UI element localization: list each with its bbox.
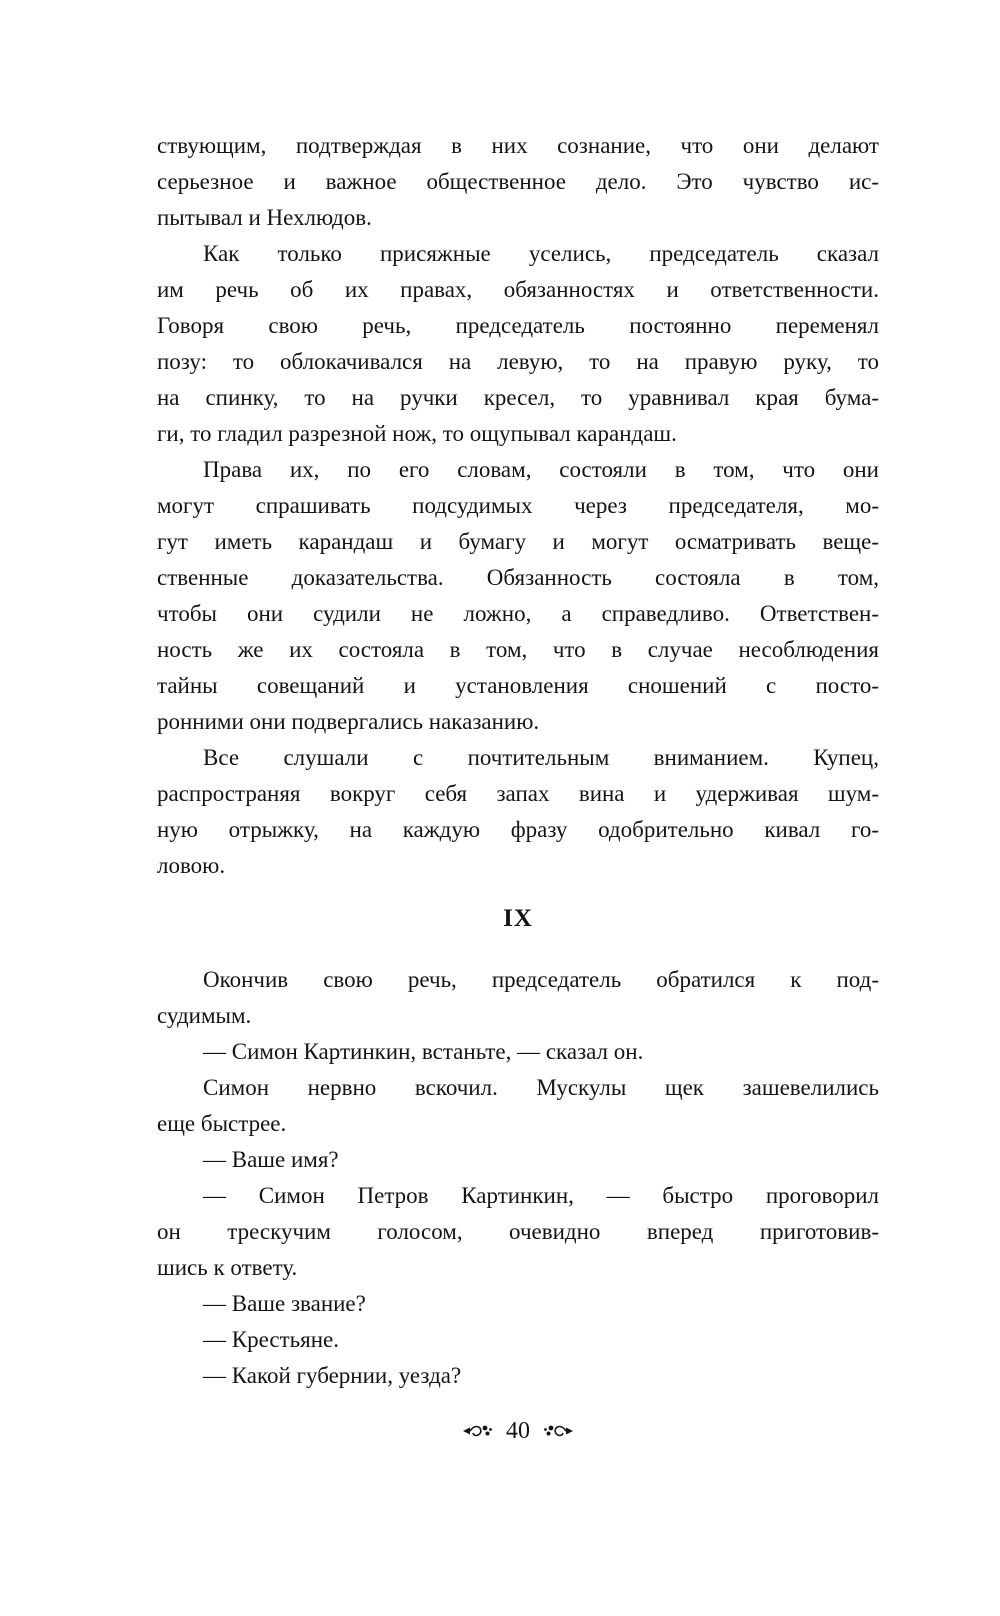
text-line: Говоря свою речь, председатель постоянно переменял bbox=[157, 313, 879, 338]
text-line: позу: то облокачивался на левую, то на правую руку, то bbox=[157, 349, 879, 374]
page-footer bbox=[157, 1416, 879, 1447]
text-line: ную отрыжку, на каждую фразу одобрительно кивал го- bbox=[157, 817, 879, 842]
text-line: судимым. bbox=[157, 1003, 252, 1028]
text-line: ги, то гладил разрезной нож, то ощупывал карандаш. bbox=[157, 421, 677, 446]
text-line: Все слушали с почтительным вниманием. Купец, bbox=[203, 745, 879, 770]
paragraph bbox=[157, 1034, 879, 1070]
text-line: ствующим, подтверждая в них сознание, что они делают bbox=[157, 133, 879, 158]
text-line: ность же их состояла в том, что в случае несоблюдения bbox=[157, 637, 879, 662]
text-line: — Ваше звание? bbox=[203, 1291, 366, 1316]
text-line: он трескучим голосом, очевидно вперед приготовив- bbox=[157, 1219, 879, 1244]
text-line: Права их, по его словам, состояли в том, что они bbox=[203, 457, 879, 482]
text-line: чтобы они судили не ложно, а справедливо. Ответствен- bbox=[157, 601, 879, 626]
text-line: — Какой губернии, уезда? bbox=[203, 1363, 462, 1388]
paragraph bbox=[157, 1358, 879, 1394]
chapter-heading: IX bbox=[503, 905, 533, 932]
text-line: ловою. bbox=[157, 853, 226, 878]
paragraph bbox=[157, 1178, 879, 1286]
text-line: гут иметь карандаш и бумагу и могут осматривать веще- bbox=[157, 529, 879, 554]
paragraph bbox=[157, 1286, 879, 1322]
page-footer-inner bbox=[462, 1416, 574, 1446]
text-line: ронними они подвергались наказанию. bbox=[157, 709, 540, 734]
text-line: им речь об их правах, обязанностях и ответственности. bbox=[157, 277, 879, 302]
floral-flourish-right-icon bbox=[544, 1423, 574, 1439]
paragraph bbox=[157, 236, 879, 452]
text-line: Симон нервно вскочил. Мускулы щек зашевелились bbox=[203, 1075, 879, 1100]
text-line: — Крестьяне. bbox=[203, 1327, 339, 1352]
floral-flourish-left-icon bbox=[462, 1423, 492, 1439]
text-line: ственные доказательства. Обязанность состояла в том, bbox=[157, 565, 879, 590]
text-line: пытывал и Нехлюдов. bbox=[157, 205, 372, 230]
text-line: еще быстрее. bbox=[157, 1111, 287, 1136]
text-line: Как только присяжные уселись, председатель сказал bbox=[203, 241, 879, 266]
paragraph bbox=[157, 962, 879, 1034]
text-line: Окончив свою речь, председатель обратился к под- bbox=[203, 967, 879, 992]
paragraph bbox=[157, 1322, 879, 1358]
text-line: шись к ответу. bbox=[157, 1255, 298, 1280]
text-line: на спинку, то на ручки кресел, то уравнивал края бума- bbox=[157, 385, 879, 410]
text-line: — Ваше имя? bbox=[203, 1147, 339, 1172]
text-line: — Симон Картинкин, встаньте, — сказал он. bbox=[203, 1039, 644, 1064]
text-line: серьезное и важное общественное дело. Это чувство ис- bbox=[157, 169, 879, 194]
text-line: распространяя вокруг себя запах вина и удерживая шум- bbox=[157, 781, 879, 806]
paragraph bbox=[157, 128, 879, 236]
text-line: могут спрашивать подсудимых через председателя, мо- bbox=[157, 493, 879, 518]
paragraph bbox=[157, 740, 879, 884]
page-number: 40 bbox=[506, 1418, 530, 1444]
paragraph bbox=[157, 1142, 879, 1178]
page-text bbox=[157, 128, 879, 1447]
paragraph bbox=[157, 452, 879, 740]
text-line: — Симон Петров Картинкин, — быстро проговорил bbox=[203, 1183, 879, 1208]
paragraph bbox=[157, 1070, 879, 1142]
text-line: тайны совещаний и установления сношений с посто- bbox=[157, 673, 879, 698]
